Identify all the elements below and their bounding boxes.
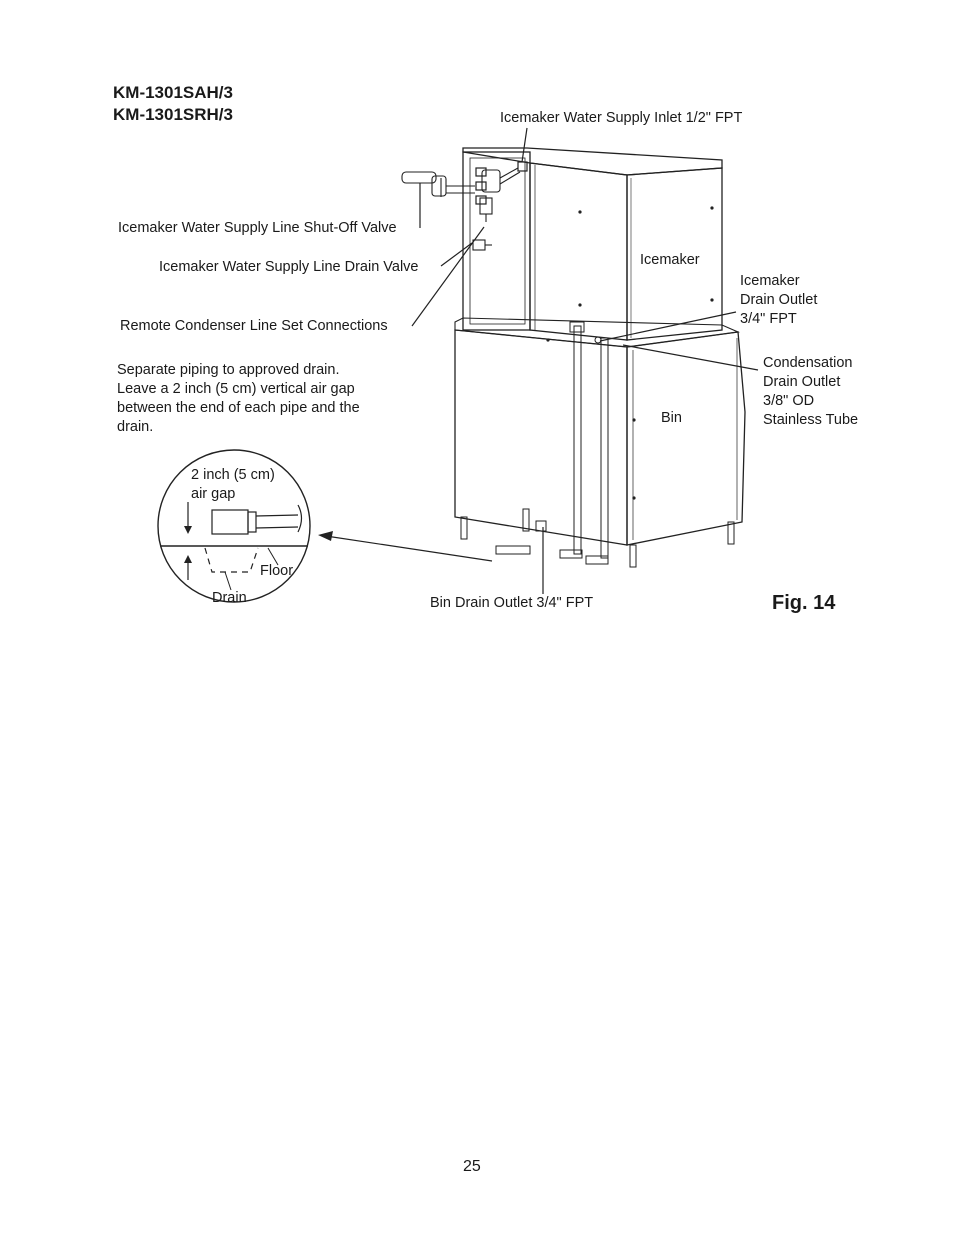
- label-bin-drain-outlet: Bin Drain Outlet 3/4" FPT: [430, 595, 594, 611]
- label-bin: Bin: [661, 410, 682, 426]
- label-separate-piping: [117, 361, 360, 437]
- leader-lines: [326, 128, 758, 594]
- label-line: drain.: [117, 419, 154, 435]
- figure-label: Fig. 14: [772, 592, 836, 614]
- label-line: Icemaker: [740, 273, 800, 289]
- label-water-supply-inlet: Icemaker Water Supply Inlet 1/2" FPT: [500, 110, 743, 126]
- label-shutoff-valve: Icemaker Water Supply Line Shut-Off Valve: [118, 220, 397, 236]
- label-line: 3/4" FPT: [740, 311, 797, 327]
- label-icemaker: Icemaker: [640, 252, 700, 268]
- label-line: 3/8" OD: [763, 393, 815, 409]
- model-title: [113, 82, 233, 126]
- label-line: Leave a 2 inch (5 cm) vertical air gap: [117, 381, 355, 397]
- label-air-gap: [191, 466, 275, 504]
- label-line: Stainless Tube: [763, 412, 859, 428]
- label-remote-condenser: Remote Condenser Line Set Connections: [120, 318, 388, 334]
- label-line: between the end of each pipe and the: [117, 400, 360, 416]
- model-title-line-1: KM-1301SAH/3: [113, 83, 233, 102]
- label-icemaker-drain-outlet: [740, 272, 817, 329]
- label-condensation-drain: [763, 354, 858, 430]
- label-drain: Drain: [212, 590, 247, 606]
- icemaker-unit: [455, 148, 738, 347]
- label-drain-valve: Icemaker Water Supply Line Drain Valve: [159, 259, 419, 275]
- page-number: 25: [463, 1158, 481, 1175]
- label-line: Separate piping to approved drain.: [117, 362, 340, 378]
- label-line: Drain Outlet: [763, 374, 841, 390]
- bin-unit: [455, 322, 745, 567]
- label-line: air gap: [191, 486, 236, 502]
- label-line: 2 inch (5 cm): [191, 467, 275, 483]
- label-line: Condensation: [763, 355, 853, 371]
- label-line: Drain Outlet: [740, 292, 818, 308]
- arrow-head: [318, 531, 333, 541]
- model-title-line-2: KM-1301SRH/3: [113, 105, 233, 124]
- label-floor: Floor: [260, 563, 294, 579]
